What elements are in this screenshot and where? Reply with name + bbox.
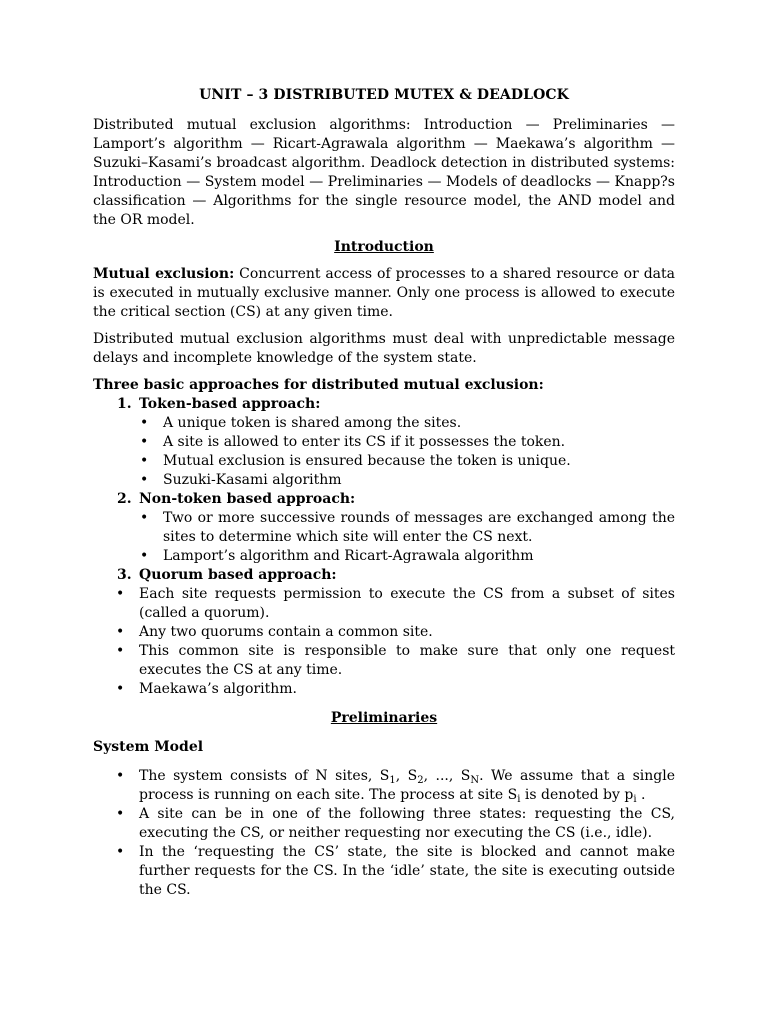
list-item: • A site is allowed to enter its CS if it possesses the token.	[163, 433, 675, 452]
list-item: • This common site is responsible to make sure that only one request executes the CS at any time.	[139, 642, 675, 680]
list-item	[139, 767, 675, 805]
approach-bullets	[139, 585, 675, 699]
list-item: • A unique token is shared among the sites.	[163, 414, 675, 433]
system-model-bullets	[139, 767, 675, 900]
mutual-exclusion-paragraph	[93, 265, 675, 322]
sm-text: , ..., S	[423, 768, 471, 784]
list-item: • A site can be in one of the following three states: requesting the CS, executing the CS, or neither requesting nor executing the CS (i.e., idle).	[139, 805, 675, 843]
introduction-heading: Introduction	[334, 239, 434, 255]
preliminaries-heading: Preliminaries	[330, 710, 438, 726]
mutual-exclusion-text: Concurrent access of processes to a shared resource or data is executed in mutually exclusive manner. Only one process is allowed to execute the critical section (CS) at any given time.	[93, 266, 675, 320]
sm-text: .	[636, 787, 646, 803]
approach-number: 3.	[117, 567, 132, 583]
approach-item-non-token	[93, 490, 675, 566]
page-title: UNIT – 3 DISTRIBUTED MUTEX & DEADLOCK	[199, 87, 569, 103]
approaches-heading: Three basic approaches for distributed mutual exclusion:	[93, 377, 544, 393]
list-item: • Each site requests permission to execute the CS from a subset of sites (called a quorum).	[139, 585, 675, 623]
list-item: • In the ‘requesting the CS’ state, the site is blocked and cannot make further requests for the CS. In the ‘idle’ state, the site is executing outside the CS.	[139, 843, 675, 900]
sm-text: , S	[395, 768, 418, 784]
approach-item-token	[93, 395, 675, 490]
page-content	[93, 86, 675, 900]
sm-sub: 1	[389, 775, 396, 786]
sm-text: The system consists of N sites, S	[139, 768, 390, 784]
mutual-exclusion-label: Mutual exclusion:	[93, 266, 235, 282]
list-item: • Mutual exclusion is ensured because the token is unique.	[163, 452, 675, 471]
approach-bullets	[163, 414, 675, 490]
approach-number: 1.	[117, 396, 132, 412]
sm-text: . We assume that a single process is running on each site. The process at site S	[139, 768, 675, 803]
unit-overview-paragraph: Distributed mutual exclusion algorithms: Introduction — Preliminaries — Lamport’s algorithm — Ricart-Agrawala algorithm — Maekawa’s algorithm — Suzuki–Kasami’s broadcast algorithm. Deadlock detection in distributed systems: Introduction — System model — Preliminaries — Models of deadlocks — Knapp?s classification — Algorithms for the single resource model, the AND model and the OR model.	[93, 117, 675, 228]
approach-label: Non-token based approach:	[139, 491, 356, 507]
list-item: • Two or more successive rounds of messages are exchanged among the sites to determine which site will enter the CS next.	[163, 509, 675, 547]
sm-sub: N	[470, 775, 480, 786]
sm-sub: i	[517, 794, 521, 805]
list-item: • Suzuki-Kasami algorithm	[163, 471, 675, 490]
approach-number: 2.	[117, 491, 132, 507]
approach-item-quorum	[93, 566, 675, 699]
approach-bullets	[163, 509, 675, 566]
list-item: • Maekawa’s algorithm.	[139, 680, 675, 699]
sm-sub: 2	[417, 775, 424, 786]
approach-label: Quorum based approach:	[139, 567, 337, 583]
sm-text: is denoted by p	[520, 787, 634, 803]
approaches-list	[93, 395, 675, 699]
list-item: • Any two quorums contain a common site.	[139, 623, 675, 642]
sm-sub: i	[633, 794, 637, 805]
approach-label: Token-based approach:	[139, 396, 321, 412]
dme-paragraph: Distributed mutual exclusion algorithms must deal with unpredictable message delays and incomplete knowledge of the system state.	[93, 331, 675, 366]
system-model-heading: System Model	[93, 739, 204, 755]
list-item: • Lamport’s algorithm and Ricart-Agrawala algorithm	[163, 547, 675, 566]
